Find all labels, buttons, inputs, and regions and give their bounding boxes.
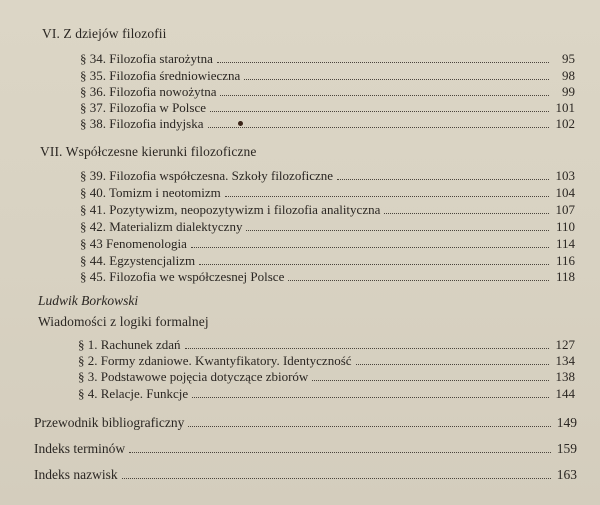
entry-label: § 1. Rachunek zdań: [78, 337, 181, 352]
entry-label: § 41. Pozytywizm, neopozytywizm i filozofia analityczna: [80, 202, 381, 217]
entry-label: § 34. Filozofia starożytna: [80, 51, 213, 66]
entry-page: 104: [555, 185, 575, 200]
entry-page: 99: [562, 84, 575, 99]
entry-label: § 35. Filozofia średniowieczna: [80, 68, 241, 83]
entry-label: § 42. Materializm dialektyczny: [80, 219, 243, 234]
toc-entry: [78, 386, 575, 402]
toc-entry: [80, 116, 575, 132]
entry-label: § 38. Filozofia indyjska: [80, 116, 204, 131]
toc-entry: [80, 202, 575, 218]
section-vi-title: VI. Z dziejów filozofii: [42, 26, 167, 41]
toc-entry: [80, 253, 575, 269]
leader-dots: [384, 212, 549, 214]
toc-entry: [78, 353, 575, 369]
leader-dots: [188, 425, 551, 427]
entry-page: 102: [555, 116, 575, 131]
entry-page: 163: [556, 467, 577, 482]
entry-label: Indeks nazwisk: [34, 467, 118, 482]
entry-label: § 4. Relacje. Funkcje: [78, 386, 189, 401]
ink-spot: [238, 121, 243, 126]
section-vii-title: VII. Współczesne kierunki filozoficzne: [40, 144, 257, 159]
leader-dots: [356, 363, 549, 365]
entry-page: 101: [555, 100, 575, 115]
entry-page: 159: [556, 441, 577, 456]
entry-label: § 40. Tomizm i neotomizm: [80, 185, 221, 200]
toc-entry: [78, 337, 575, 353]
leader-dots: [210, 110, 549, 112]
leader-dots: [208, 126, 550, 128]
entry-page: 118: [555, 269, 575, 284]
entry-page: 144: [555, 386, 575, 401]
leader-dots: [191, 246, 549, 248]
leader-dots: [337, 178, 549, 180]
entry-page: 138: [555, 369, 575, 384]
toc-entry: [80, 185, 575, 201]
entry-page: 103: [555, 168, 575, 183]
leader-dots: [185, 347, 549, 349]
entry-label: § 44. Egzystencjalizm: [80, 253, 196, 268]
toc-entry: [80, 269, 575, 285]
toc-entry: [80, 84, 575, 100]
entry-page: 149: [556, 415, 577, 430]
entry-page: 107: [555, 202, 575, 217]
toc-entry: [80, 100, 575, 116]
author-name: Ludwik Borkowski: [38, 293, 139, 308]
toc-entry: [80, 68, 575, 84]
entry-label: Przewodnik bibliograficzny: [34, 415, 185, 430]
entry-label: § 2. Formy zdaniowe. Kwantyfikatory. Identyczność: [78, 353, 352, 368]
toc-entry: [34, 467, 577, 483]
toc-entry: [80, 51, 575, 67]
leader-dots: [199, 263, 549, 265]
entry-page: 95: [562, 51, 575, 66]
entry-page: 110: [555, 219, 575, 234]
entry-label: § 45. Filozofia we współczesnej Polsce: [80, 269, 285, 284]
leader-dots: [225, 195, 549, 197]
entry-label: § 36. Filozofia nowożytna: [80, 84, 217, 99]
toc-entry: [34, 415, 577, 431]
entry-page: 98: [562, 68, 575, 83]
toc-entry: [80, 219, 575, 235]
entry-page: 116: [555, 253, 575, 268]
entry-label: Indeks terminów: [34, 441, 126, 456]
leader-dots: [244, 78, 549, 80]
leader-dots: [288, 279, 549, 281]
toc-entry: [78, 369, 575, 385]
entry-page: 127: [555, 337, 575, 352]
leader-dots: [220, 94, 549, 96]
leader-dots: [129, 451, 551, 453]
toc-entry: [80, 168, 575, 184]
leader-dots: [246, 229, 549, 231]
entry-page: 134: [555, 353, 575, 368]
entry-label: § 37. Filozofia w Polsce: [80, 100, 207, 115]
toc-entry: [34, 441, 577, 457]
leader-dots: [192, 396, 549, 398]
toc-entry: [80, 236, 575, 252]
entry-label: § 3. Podstawowe pojęcia dotyczące zbiorów: [78, 369, 309, 384]
leader-dots: [122, 477, 551, 479]
logic-section-title: Wiadomości z logiki formalnej: [38, 314, 209, 329]
entry-label: § 43 Fenomenologia: [80, 236, 187, 251]
entry-page: 114: [555, 236, 575, 251]
entry-label: § 39. Filozofia współczesna. Szkoły filozoficzne: [80, 168, 334, 183]
leader-dots: [217, 61, 549, 63]
leader-dots: [312, 379, 549, 381]
